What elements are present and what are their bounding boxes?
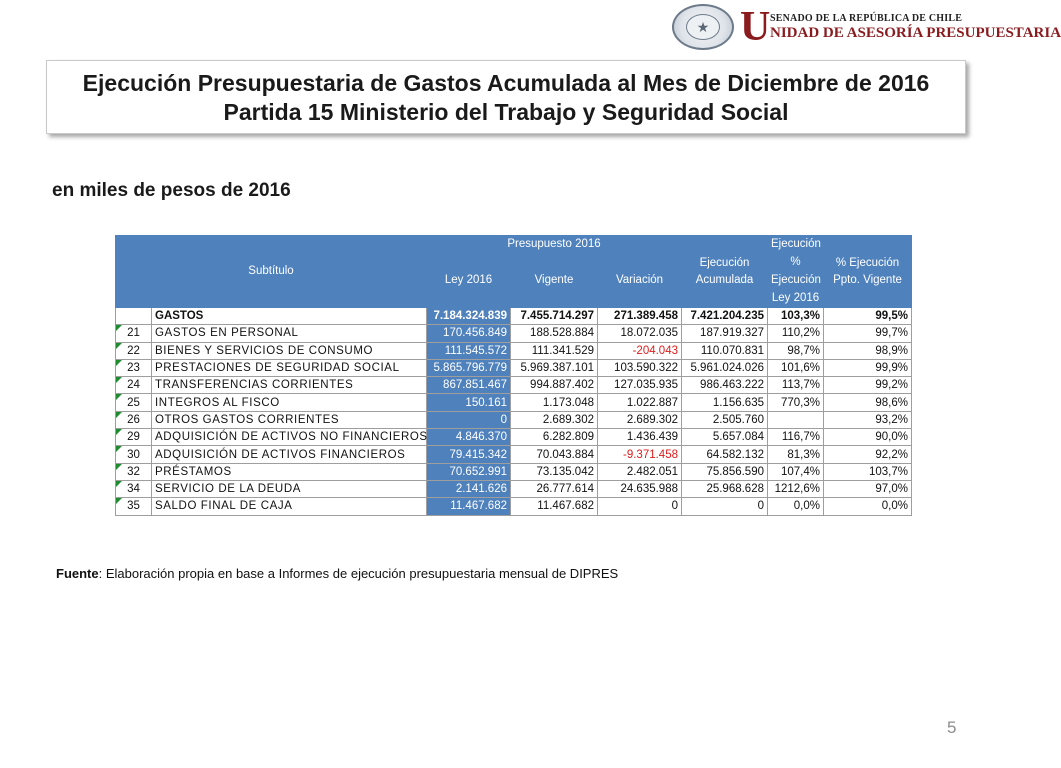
table-row xyxy=(116,342,912,359)
row-ejecucion: 1.156.635 xyxy=(682,394,768,411)
total-variacion: 271.389.458 xyxy=(598,308,682,325)
row-variacion: 0 xyxy=(598,498,682,515)
row-ejecucion: 110.070.831 xyxy=(682,342,768,359)
header-pct-ley-3: Ejecución xyxy=(768,272,824,290)
row-vigente: 70.043.884 xyxy=(511,446,598,463)
row-pct-vigente: 92,2% xyxy=(824,446,912,463)
row-pct-vigente: 98,6% xyxy=(824,394,912,411)
row-pct-vigente: 97,0% xyxy=(824,480,912,497)
row-pct-vigente: 98,9% xyxy=(824,342,912,359)
green-corner-marker-icon xyxy=(116,446,122,452)
row-variacion: 103.590.322 xyxy=(598,359,682,376)
table-row xyxy=(116,394,912,411)
header-variacion: Variación xyxy=(598,254,682,308)
row-name: OTROS GASTOS CORRIENTES xyxy=(152,411,427,428)
header-subtitulo: Subtítulo xyxy=(116,236,427,308)
units-caption: en miles de pesos de 2016 xyxy=(52,180,291,201)
row-name: ADQUISICIÓN DE ACTIVOS NO FINANCIEROS xyxy=(152,429,427,446)
row-variacion: 2.482.051 xyxy=(598,463,682,480)
row-ejecucion: 64.582.132 xyxy=(682,446,768,463)
row-code: 22 xyxy=(116,342,152,359)
row-code: 26 xyxy=(116,411,152,428)
row-code: 35 xyxy=(116,498,152,515)
row-pct-ley: 107,4% xyxy=(768,463,824,480)
row-vigente: 994.887.402 xyxy=(511,377,598,394)
row-name: SALDO FINAL DE CAJA xyxy=(152,498,427,515)
row-code: 29 xyxy=(116,429,152,446)
row-pct-vigente: 99,7% xyxy=(824,325,912,342)
table-row xyxy=(116,498,912,515)
green-corner-marker-icon xyxy=(116,394,122,400)
green-corner-marker-icon xyxy=(116,360,122,366)
table-total-row xyxy=(116,308,912,325)
table-row xyxy=(116,411,912,428)
row-ley: 2.141.626 xyxy=(427,480,511,497)
row-pct-vigente: 0,0% xyxy=(824,498,912,515)
row-pct-ley: 116,7% xyxy=(768,429,824,446)
table-header-row xyxy=(116,236,912,254)
green-corner-marker-icon xyxy=(116,412,122,418)
header-vigente: Vigente xyxy=(511,254,598,308)
row-vigente: 5.969.387.101 xyxy=(511,359,598,376)
total-vigente: 7.455.714.297 xyxy=(511,308,598,325)
row-pct-vigente: 93,2% xyxy=(824,411,912,428)
total-code xyxy=(116,308,152,325)
row-pct-ley: 81,3% xyxy=(768,446,824,463)
row-ejecucion: 0 xyxy=(682,498,768,515)
row-ejecucion: 75.856.590 xyxy=(682,463,768,480)
row-variacion: -9.371.458 xyxy=(598,446,682,463)
logo-senado-text: SENADO DE LA REPÚBLICA DE CHILE xyxy=(770,13,963,24)
green-corner-marker-icon xyxy=(116,498,122,504)
row-vigente: 111.341.529 xyxy=(511,342,598,359)
row-name: INTEGROS AL FISCO xyxy=(152,394,427,411)
total-name: GASTOS xyxy=(152,308,427,325)
row-code: 21 xyxy=(116,325,152,342)
table-row xyxy=(116,429,912,446)
header-pct-ley-1: Ejecución xyxy=(768,236,824,254)
table-row xyxy=(116,359,912,376)
row-code: 25 xyxy=(116,394,152,411)
row-variacion: -204.043 xyxy=(598,342,682,359)
row-vigente: 26.777.614 xyxy=(511,480,598,497)
green-corner-marker-icon xyxy=(116,481,122,487)
row-pct-ley: 770,3% xyxy=(768,394,824,411)
table-row xyxy=(116,480,912,497)
header-ley: Ley 2016 xyxy=(427,254,511,308)
table-row xyxy=(116,446,912,463)
row-ley: 79.415.342 xyxy=(427,446,511,463)
row-pct-ley: 0,0% xyxy=(768,498,824,515)
row-pct-vigente: 99,2% xyxy=(824,377,912,394)
row-code: 30 xyxy=(116,446,152,463)
row-name: GASTOS EN PERSONAL xyxy=(152,325,427,342)
row-ley: 11.467.682 xyxy=(427,498,511,515)
row-variacion: 1.022.887 xyxy=(598,394,682,411)
row-code: 23 xyxy=(116,359,152,376)
row-pct-ley: 113,7% xyxy=(768,377,824,394)
row-ley: 5.865.796.779 xyxy=(427,359,511,376)
source-label: Fuente xyxy=(56,566,99,581)
row-ejecucion: 5.961.024.026 xyxy=(682,359,768,376)
row-pct-ley: 101,6% xyxy=(768,359,824,376)
row-ley: 150.161 xyxy=(427,394,511,411)
row-variacion: 24.635.988 xyxy=(598,480,682,497)
row-ley: 70.652.991 xyxy=(427,463,511,480)
budget-table xyxy=(115,235,912,516)
total-pct-ley: 103,3% xyxy=(768,308,824,325)
row-ejecucion: 187.919.327 xyxy=(682,325,768,342)
row-ley: 867.851.467 xyxy=(427,377,511,394)
title-box xyxy=(46,60,966,134)
source-text: : Elaboración propia en base a Informes de ejecución presupuestaria mensual de DIPRES xyxy=(98,566,619,581)
row-pct-vigente: 103,7% xyxy=(824,463,912,480)
row-pct-ley: 110,2% xyxy=(768,325,824,342)
row-pct-ley xyxy=(768,411,824,428)
row-variacion: 18.072.035 xyxy=(598,325,682,342)
row-name: BIENES Y SERVICIOS DE CONSUMO xyxy=(152,342,427,359)
row-name: PRÉSTAMOS xyxy=(152,463,427,480)
total-ley: 7.184.324.839 xyxy=(427,308,511,325)
green-corner-marker-icon xyxy=(116,464,122,470)
row-ejecucion: 5.657.084 xyxy=(682,429,768,446)
header-ejecucion-acumulada: Ejecución Acumulada xyxy=(682,236,768,308)
row-pct-ley: 98,7% xyxy=(768,342,824,359)
total-pct-vigente: 99,5% xyxy=(824,308,912,325)
row-name: PRESTACIONES DE SEGURIDAD SOCIAL xyxy=(152,359,427,376)
row-pct-vigente: 90,0% xyxy=(824,429,912,446)
row-vigente: 188.528.884 xyxy=(511,325,598,342)
page-number: 5 xyxy=(947,718,957,737)
row-code: 34 xyxy=(116,480,152,497)
row-name: ADQUISICIÓN DE ACTIVOS FINANCIEROS xyxy=(152,446,427,463)
green-corner-marker-icon xyxy=(116,429,122,435)
logo-big-letter: U xyxy=(740,4,771,50)
total-ejecucion: 7.421.204.235 xyxy=(682,308,768,325)
logo-unit-text: NIDAD DE ASESORÍA PRESUPUESTARIA xyxy=(770,25,1061,41)
row-vigente: 11.467.682 xyxy=(511,498,598,515)
row-vigente: 73.135.042 xyxy=(511,463,598,480)
row-vigente: 2.689.302 xyxy=(511,411,598,428)
row-ejecucion: 986.463.222 xyxy=(682,377,768,394)
senado-logo xyxy=(672,4,1061,52)
table-row xyxy=(116,463,912,480)
row-variacion: 1.436.439 xyxy=(598,429,682,446)
green-corner-marker-icon xyxy=(116,343,122,349)
row-ley: 170.456.849 xyxy=(427,325,511,342)
row-name: SERVICIO DE LA DEUDA xyxy=(152,480,427,497)
row-vigente: 6.282.809 xyxy=(511,429,598,446)
row-variacion: 2.689.302 xyxy=(598,411,682,428)
table-row xyxy=(116,325,912,342)
green-corner-marker-icon xyxy=(116,325,122,331)
green-corner-marker-icon xyxy=(116,377,122,383)
row-pct-vigente: 99,9% xyxy=(824,359,912,376)
row-ley: 111.545.572 xyxy=(427,342,511,359)
source-note xyxy=(56,566,618,581)
page-title: Ejecución Presupuestaria de Gastos Acumulada al Mes de Diciembre de 2016 xyxy=(82,70,930,96)
senado-seal-icon: ★ xyxy=(672,4,734,50)
row-vigente: 1.173.048 xyxy=(511,394,598,411)
row-name: TRANSFERENCIAS CORRIENTES xyxy=(152,377,427,394)
row-ley: 0 xyxy=(427,411,511,428)
row-pct-ley: 1212,6% xyxy=(768,480,824,497)
row-ley: 4.846.370 xyxy=(427,429,511,446)
row-ejecucion: 2.505.760 xyxy=(682,411,768,428)
row-variacion: 127.035.935 xyxy=(598,377,682,394)
row-code: 32 xyxy=(116,463,152,480)
row-code: 24 xyxy=(116,377,152,394)
header-presupuesto: Presupuesto 2016 xyxy=(427,236,682,254)
row-ejecucion: 25.968.628 xyxy=(682,480,768,497)
header-pct-ley-2: % xyxy=(768,254,824,272)
header-pct-vigente: % Ejecución Ppto. Vigente xyxy=(824,236,912,308)
header-pct-ley-4: Ley 2016 xyxy=(768,290,824,308)
table-row xyxy=(116,377,912,394)
page-subtitle: Partida 15 Ministerio del Trabajo y Seguridad Social xyxy=(223,99,789,125)
